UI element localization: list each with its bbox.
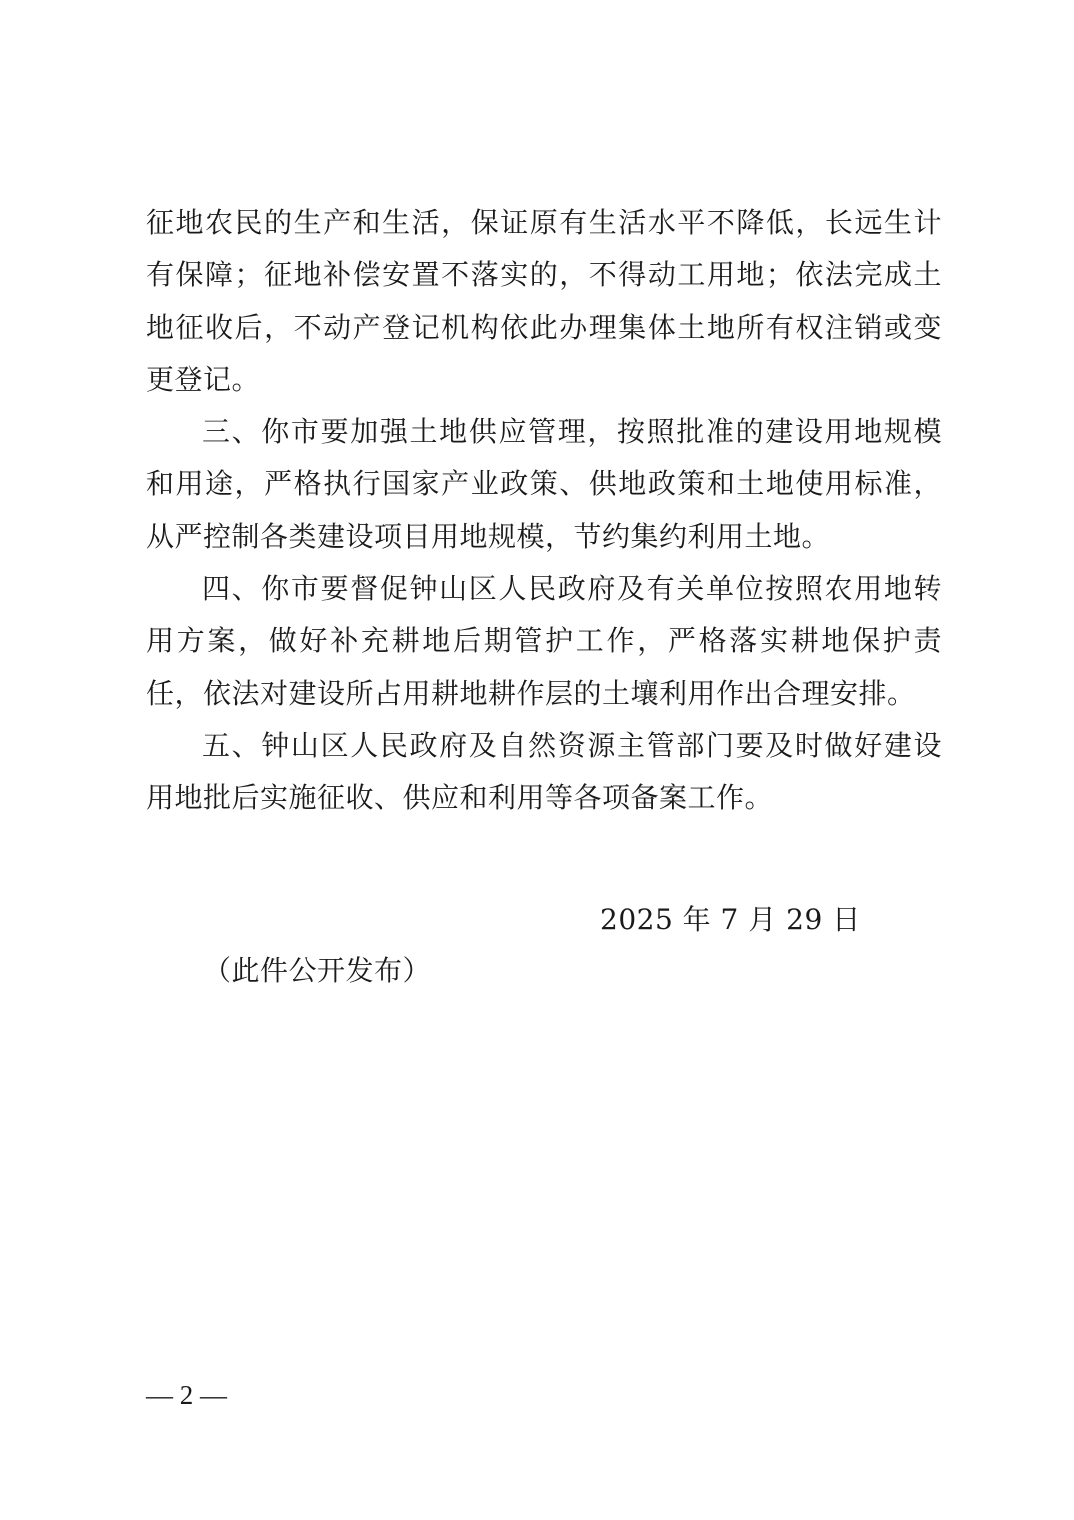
paragraph-item-three: 三、你市要加强土地供应管理，按照批准的建设用地规模和用途，严格执行国家产业政策、供地政策和土地使用标准，从严控制各类建设项目用地规模，节约集约利用土地。 xyxy=(146,415,942,553)
paragraph-continuation: 征地农民的生产和生活，保证原有生活水平不降低，长远生计有保障；征地补偿安置不落实的，不得动工用地；依法完成土地征收后，不动产登记机构依此办理集体土地所有权注销或变更登记。 xyxy=(146,206,942,396)
document-body xyxy=(146,197,942,825)
release-note: （此件公开发布） xyxy=(203,954,432,987)
paragraph-item-four: 四、你市要督促钟山区人民政府及有关单位按照农用地转用方案，做好补充耕地后期管护工作，严格落实耕地保护责任，依法对建设所占用耕地耕作层的土壤利用作出合理安排。 xyxy=(146,572,942,710)
page-number: — 2 — xyxy=(146,1380,227,1410)
paragraph-item-five: 五、钟山区人民政府及自然资源主管部门要及时做好建设用地批后实施征收、供应和利用等各项备案工作。 xyxy=(146,728,942,815)
issue-date: 2025 年 7 月 29 日 xyxy=(600,903,861,936)
